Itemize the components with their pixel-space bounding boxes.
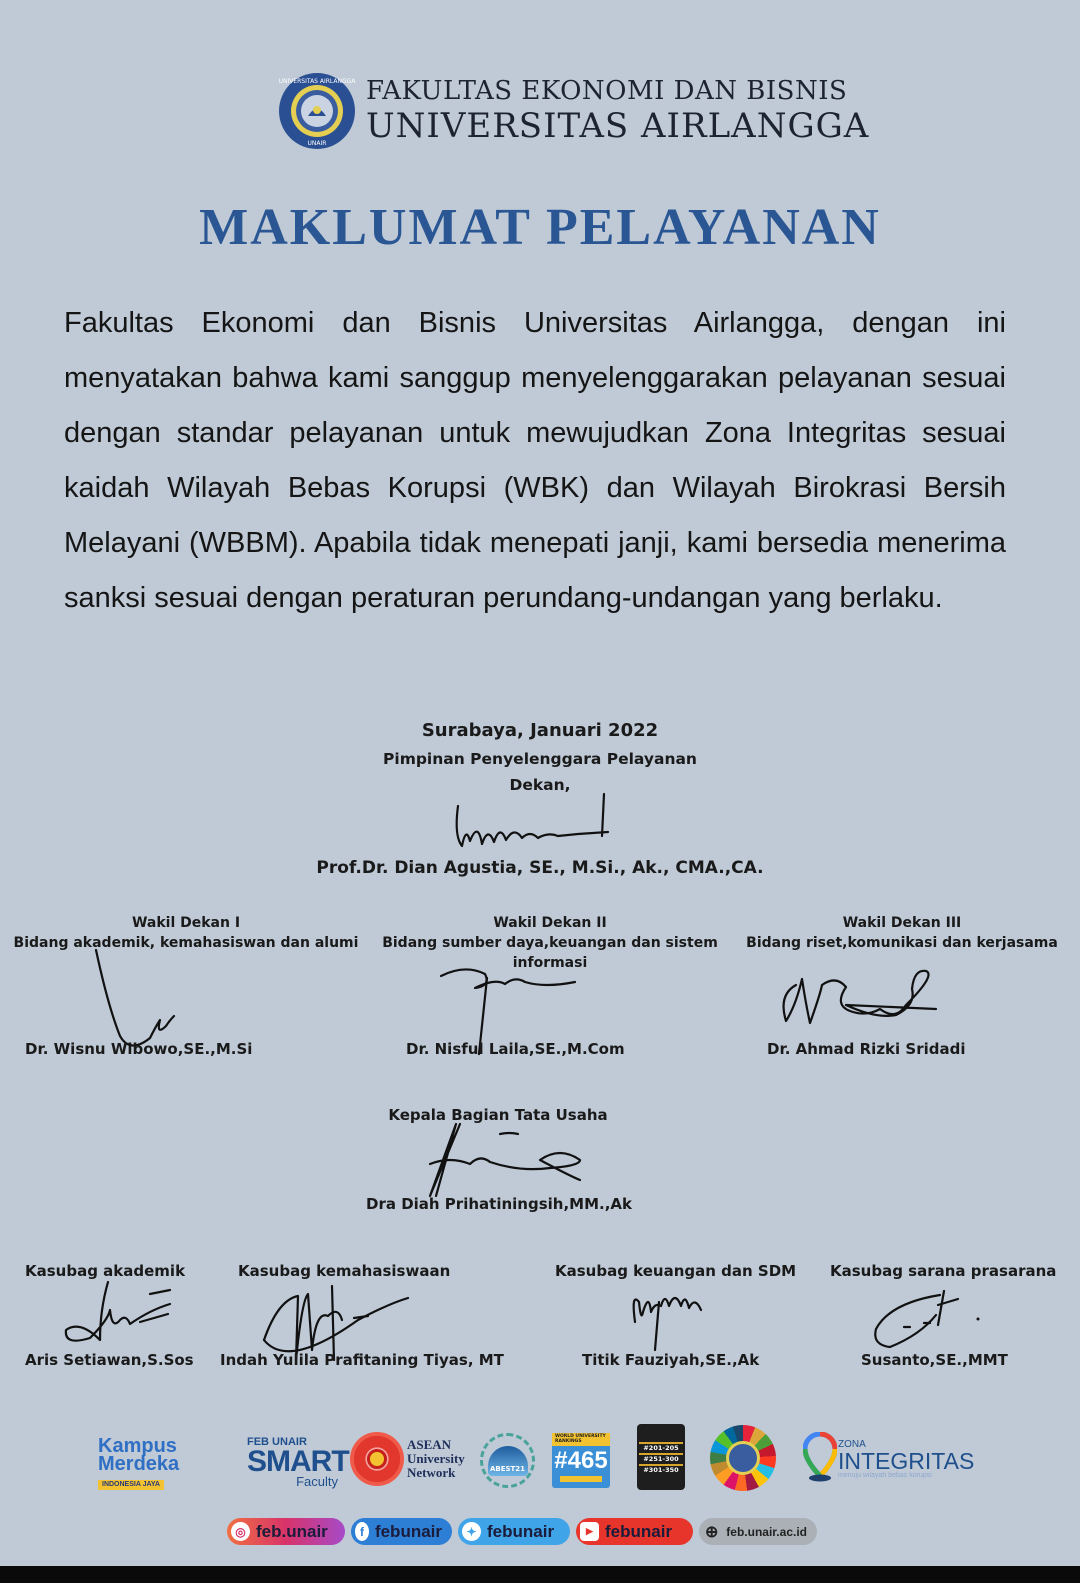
- youtube-link[interactable]: ▶ febunair: [576, 1518, 693, 1545]
- vice-dean-title: Wakil Dekan I: [131, 915, 241, 931]
- ranking-shield-badge: #201-205 #251-300 #301-350: [637, 1424, 685, 1490]
- head-admin-title: Kepala Bagian Tata Usaha: [388, 1106, 608, 1124]
- head-admin-signature: [420, 1120, 590, 1200]
- website-link[interactable]: ⊕ feb.unair.ac.id: [699, 1518, 817, 1545]
- signatory-position: Dekan,: [509, 776, 571, 794]
- facebook-icon: f: [355, 1522, 369, 1541]
- faculty-name: FAKULTAS EKONOMI DAN BISNIS: [366, 76, 848, 106]
- subhead-3-signature: [625, 1282, 715, 1352]
- vice-dean-1-name: Dr. Wisnu Wibowo,SE.,M.Si: [25, 1040, 253, 1058]
- university-seal-logo: [278, 72, 356, 150]
- head-admin-name: Dra Diah Prihatiningsih,MM.,Ak: [366, 1195, 632, 1213]
- header-institution: [366, 76, 869, 146]
- abest21-logo: ABEST21: [480, 1433, 535, 1488]
- declaration-paragraph: Fakultas Ekonomi dan Bisnis Universitas Airlangga, dengan ini menyatakan bahwa kami sanggup menyelenggarakan pelayanan sesuai dengan standar pelayanan untuk mewujudkan Zona Integritas sesuai kaidah Wilayah Bebas Korupsi (WBK) dan Wilayah Birokrasi Bersih Melayani (WBBM). Apabila tidak menepati janji, kami bersedia menerima sanksi sesuai dengan peraturan perundang-undangan yang berlaku.: [64, 307, 1006, 614]
- subhead-3-title: Kasubag keuangan dan SDM: [555, 1262, 797, 1280]
- vice-dean-3-signature: [776, 965, 946, 1030]
- kampus-merdeka-logo: Kampus Merdeka INDONESIA JAYA: [98, 1435, 180, 1488]
- subhead-2-name: Indah Yulila Prafitaning Tiyas, MT: [220, 1351, 504, 1369]
- svg-text:UNIVERSITAS AIRLANGGA: UNIVERSITAS AIRLANGGA: [278, 78, 356, 85]
- instagram-icon: ◎: [231, 1522, 250, 1541]
- vice-dean-1: [0, 913, 386, 953]
- signatory-role: Pimpinan Penyelenggara Pelayanan: [383, 750, 697, 768]
- instagram-link[interactable]: ◎ feb.unair: [227, 1518, 345, 1545]
- subhead-4-name: Susanto,SE.,MMT: [861, 1351, 1008, 1369]
- twitter-link[interactable]: ✦ febunair: [458, 1518, 570, 1545]
- facebook-link[interactable]: f febunair: [351, 1518, 452, 1545]
- vice-dean-field: Bidang akademik, kemahasiswan dan alumi: [13, 935, 359, 951]
- aun-emblem-icon: [350, 1432, 404, 1486]
- subhead-1-title: Kasubag akademik: [25, 1262, 186, 1280]
- social-links: [227, 1518, 817, 1546]
- vice-dean-title: Wakil Dekan II: [493, 915, 607, 931]
- vice-dean-3-name: Dr. Ahmad Rizki Sridadi: [767, 1040, 966, 1058]
- vice-dean-title: Wakil Dekan III: [842, 915, 962, 931]
- globe-icon: ⊕: [704, 1523, 719, 1541]
- aun-logo-text: ASEAN University Network: [407, 1437, 465, 1480]
- subhead-1-name: Aris Setiawan,S.Sos: [25, 1351, 194, 1369]
- dean-name: Prof.Dr. Dian Agustia, SE., M.Si., Ak., CMA.,CA.: [316, 858, 764, 878]
- smart-faculty-logo: FEB UNAIR SMART Faculty: [247, 1436, 349, 1489]
- sdg-wheel-logo: [710, 1425, 776, 1491]
- subhead-4-signature: [870, 1285, 1000, 1355]
- vice-dean-field: Bidang riset,komunikasi dan kerjasama: [746, 935, 1058, 951]
- world-university-ranking-badge: WORLD UNIVERSITY RANKINGS #465: [552, 1433, 610, 1488]
- dean-signature: [448, 786, 618, 866]
- university-name: UNIVERSITAS AIRLANGGA: [366, 106, 870, 146]
- signing-date: Surabaya, Januari 2022: [421, 720, 659, 741]
- subhead-2-title: Kasubag kemahasiswaan: [238, 1262, 451, 1280]
- page-title: MAKLUMAT PELAYANAN: [199, 199, 881, 256]
- bottom-border: [0, 1566, 1080, 1583]
- zona-integritas-logo: ZONA INTEGRITAS menuju wilayah bebas korupsi: [838, 1439, 975, 1479]
- svg-text:UNAIR: UNAIR: [307, 140, 327, 147]
- youtube-play-icon: ▶: [580, 1522, 599, 1541]
- zona-integritas-pin-icon: [803, 1432, 837, 1482]
- subhead-4-title: Kasubag sarana prasarana: [830, 1262, 1057, 1280]
- subhead-3-name: Titik Fauziyah,SE.,Ak: [582, 1351, 760, 1369]
- vice-dean-2-name: Dr. Nisful Laila,SE.,M.Com: [406, 1040, 625, 1058]
- vice-dean-field: Bidang sumber daya,keuangan dan sistem informasi: [382, 935, 718, 971]
- vice-dean-3: [702, 913, 1080, 953]
- twitter-bird-icon: ✦: [462, 1522, 481, 1541]
